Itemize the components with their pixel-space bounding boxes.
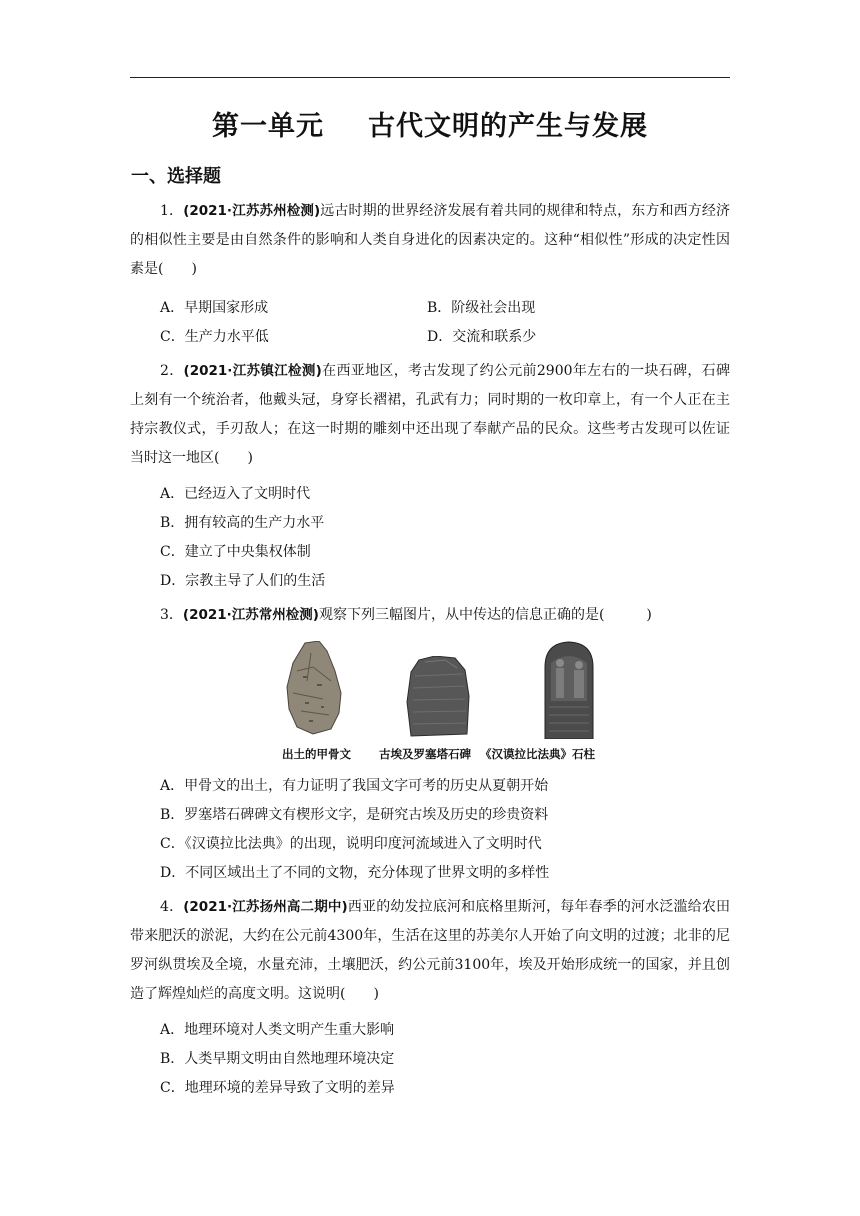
figure-caption-oracle-bone: 出土的甲骨文	[282, 747, 351, 761]
option-a: A．早期国家形成	[160, 300, 269, 316]
option-c: C．建立了中央集权体制	[160, 544, 311, 560]
page-title	[0, 104, 860, 143]
question-number: 4．	[160, 899, 184, 915]
question-stem: 远古时期的世界经济发展有着共同的规律和特点，东方和西方经济的相似性主要是由自然条件的影响和人类自身进化的因素决定的。这种“相似性”形成的决定性因素是( )	[130, 203, 730, 277]
question-1	[130, 197, 730, 284]
option-c: C．地理环境的差异导致了文明的差异	[160, 1080, 395, 1096]
figure-caption-rosetta-stone: 古埃及罗塞塔石碑	[379, 747, 471, 761]
option-d: D．交流和联系少	[427, 329, 537, 345]
oracle-bone-image	[283, 641, 345, 735]
option-c: C．生产力水平低	[160, 329, 269, 345]
option-c: C．《汉谟拉比法典》的出现，说明印度河流域进入了文明时代	[160, 836, 542, 852]
option-b: B．罗塞塔石碑碑文有楔形文字，是研究古埃及历史的珍贵资料	[160, 807, 549, 823]
question-4	[130, 893, 730, 1009]
question-source: (2021·江苏镇江检测)	[183, 363, 322, 379]
question-number: 1．	[160, 203, 184, 219]
header-rule	[130, 77, 730, 78]
option-d: D．不同区域出土了不同的文物，充分体现了世界文明的多样性	[160, 865, 550, 881]
rosetta-stone-image	[405, 656, 471, 738]
option-b: B．拥有较高的生产力水平	[160, 515, 325, 531]
option-a: A．地理环境对人类文明产生重大影响	[160, 1022, 395, 1038]
title-topic: 古代文明的产生与发展	[368, 111, 648, 142]
title-unit: 第一单元	[212, 111, 324, 142]
question-source: (2021·江苏苏州检测)	[183, 203, 321, 219]
figure-caption-hammurabi-stele: 《汉谟拉比法典》石柱	[480, 747, 595, 761]
question-source: (2021·江苏常州检测)	[182, 607, 319, 623]
option-a: A．已经迈入了文明时代	[160, 486, 311, 502]
option-d: D．宗教主导了人们的生活	[160, 573, 326, 589]
question-number: 3．	[160, 607, 183, 623]
question-2	[130, 357, 730, 473]
question-stem: 在西亚地区，考古发现了约公元前2900年左右的一块石碑，石碑上刻有一个统治者，他戴头冠，身穿长褶裙，孔武有力；同时期的一枚印章上，有一个人正在主持宗教仪式，手刃敌人；在这一时期的雕刻中还出现了奉献产品的民众。这些考古发现可以佐证当时这一地区( )	[130, 363, 730, 466]
question-3	[130, 601, 730, 630]
hammurabi-stele-image	[541, 641, 597, 739]
question-stem: 西亚的幼发拉底河和底格里斯河，每年春季的河水泛滥给农田带来肥沃的淤泥，大约在公元前4300年，生活在这里的苏美尔人开始了向文明的过渡；北非的尼罗河纵贯埃及全境，水量充沛，土壤肥沃，约公元前3100年，埃及开始形成统一的国家，并且创造了辉煌灿烂的高度文明。这说明( )	[130, 899, 731, 1002]
question-source: (2021·江苏扬州高二期中)	[183, 899, 348, 915]
section-heading: 一、选择题	[131, 166, 221, 187]
option-b: B．阶级社会出现	[427, 300, 536, 316]
question-stem: 观察下列三幅图片，从中传达的信息正确的是( )	[318, 607, 652, 623]
option-a: A．甲骨文的出土，有力证明了我国文字可考的历史从夏朝开始	[160, 778, 549, 794]
option-b: B．人类早期文明由自然地理环境决定	[160, 1051, 395, 1067]
question-number: 2．	[160, 363, 184, 379]
